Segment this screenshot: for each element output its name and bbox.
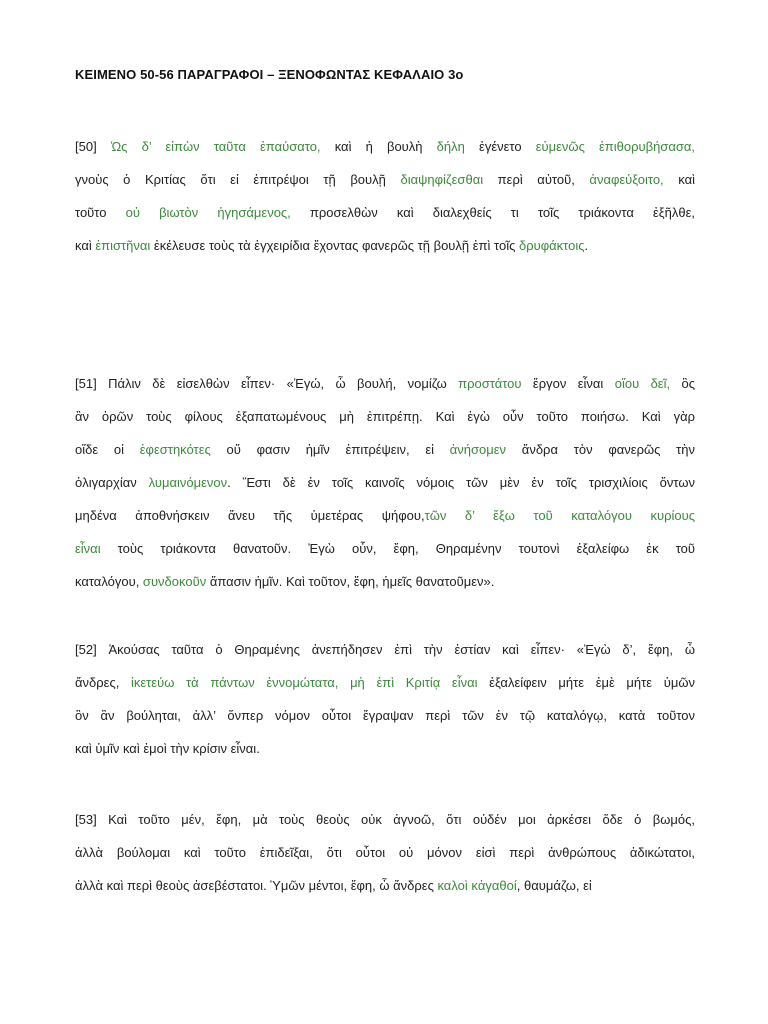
text-line <box>75 196 695 229</box>
paragraph-53 <box>75 803 695 902</box>
text-segment: [50] <box>75 139 111 154</box>
text-line <box>75 163 695 196</box>
text-line <box>75 130 695 163</box>
text-segment: [52] Ἀκούσας ταῦτα ὁ Θηραμένης ἀνεπήδησεν ἐπὶ τὴν ἑστίαν καὶ εἶπεν· «Ἐγὼ δ’, ἔφη, ὦ <box>75 642 695 657</box>
text-line <box>75 565 695 598</box>
highlighted-phrase: συνδοκοῦν <box>142 574 207 589</box>
text-line <box>75 433 695 466</box>
text-line <box>75 699 695 732</box>
text-segment: προσελθὼν καὶ διαλεχθείς τι τοῖς τριάκοντα ἐξῆλθε, <box>290 205 695 220</box>
text-segment: ὃν ἂν βούληται, ἀλλ’ ὅνπερ νόμον οὗτοι ἔγραψαν περὶ τῶν ἐν τῷ καταλόγῳ, κατὰ τοῦτον <box>75 708 695 723</box>
text-segment: οἵδε οἱ <box>75 442 140 457</box>
paragraph-52 <box>75 633 695 765</box>
text-line <box>75 499 695 532</box>
highlighted-phrase: εὐμενῶς ἐπιθορυβήσασα, <box>535 139 695 154</box>
text-segment: ἔργον εἶναι <box>521 376 615 391</box>
text-segment: ὀλιγαρχίαν <box>75 475 149 490</box>
text-line <box>75 836 695 869</box>
highlighted-phrase: εἶναι <box>75 541 101 556</box>
highlighted-phrase: ἐπιστῆναι <box>95 238 151 253</box>
highlighted-phrase: λυμαινόμενον <box>148 475 228 490</box>
text-line <box>75 367 695 400</box>
text-segment: ἐξαλείφειν μήτε ἐμὲ μήτε ὑμῶν <box>477 675 695 690</box>
text-segment: ἄνδρες, <box>75 675 131 690</box>
text-segment: . <box>584 238 589 253</box>
text-segment: . Ἔστι δὲ ἐν τοῖς καινοῖς νόμοις τῶν μὲν ἐν τοῖς τρισχιλίοις ὄντων <box>227 475 695 490</box>
text-segment: καὶ <box>663 172 695 187</box>
text-segment: καὶ ἡ βουλὴ <box>320 139 437 154</box>
text-line <box>75 869 695 902</box>
text-segment: ἂν ὁρῶν τοὺς φίλους ἐξαπατωμένους μὴ ἐπιτρέπῃ. Καὶ ἐγὼ οὖν τοῦτο ποιήσω. Καὶ γὰρ <box>75 409 695 424</box>
text-line <box>75 803 695 836</box>
text-segment: ἐγένετο <box>464 139 536 154</box>
text-line <box>75 466 695 499</box>
text-segment: καὶ ὑμῖν καὶ ἐμοὶ τὴν κρίσιν εἶναι. <box>75 741 260 756</box>
highlighted-phrase: δρυφάκτοις <box>518 238 585 253</box>
text-segment: καὶ <box>75 238 96 253</box>
highlighted-phrase: προστάτου <box>458 376 522 391</box>
text-line <box>75 666 695 699</box>
text-segment: τοῦτο <box>75 205 126 220</box>
highlighted-phrase: οἵου δεῖ, <box>614 376 671 391</box>
paragraph-51 <box>75 367 695 598</box>
paragraph-50 <box>75 130 695 262</box>
text-segment: ἀλλὰ βούλομαι καὶ τοῦτο ἐπιδεῖξαι, ὅτι οὗτοι οὐ μόνον εἰσὶ περὶ ἀνθρώπους ἀδικώτατοι, <box>75 845 695 860</box>
highlighted-phrase: ἀνήσομεν <box>449 442 507 457</box>
text-line <box>75 633 695 666</box>
highlighted-phrase: ἀναφεύξοιτο, <box>589 172 664 187</box>
text-segment: ἐκέλευσε τοὺς τὰ ἐγχειρίδια ἔχοντας φανερῶς τῇ βουλῇ ἐπὶ τοῖς <box>150 238 519 253</box>
text-segment: ἅπασιν ἡμῖν. Καὶ τοῦτον, ἔφη, ἡμεῖς θανατοῦμεν». <box>206 574 495 589</box>
text-segment: μηδένα ἀποθνήσκειν ἄνευ τῆς ὑμετέρας ψήφου, <box>75 508 425 523</box>
highlighted-phrase: οὐ βιωτὸν ἡγησάμενος, <box>125 205 291 220</box>
text-segment: ἄνδρα τὸν φανερῶς τὴν <box>506 442 695 457</box>
highlighted-phrase: διαψηφίζεσθαι <box>400 172 484 187</box>
text-line <box>75 732 695 765</box>
highlighted-phrase: καλοὶ κἀγαθοί <box>437 878 517 893</box>
text-segment: [53] Καὶ τοῦτο μέν, ἔφη, μὰ τοὺς θεοὺς οὐκ ἀγνοῶ, ὅτι οὐδέν μοι ἀρκέσει ὅδε ὁ βωμός, <box>75 812 695 827</box>
text-segment: ἀλλὰ καὶ περὶ θεοὺς ἀσεβέστατοι. Ὑμῶν μέντοι, ἔφη, ὦ ἄνδρες <box>75 878 438 893</box>
text-segment: οὔ φασιν ἡμῖν ἐπιτρέψειν, εἰ <box>210 442 450 457</box>
text-segment: γνοὺς ὁ Κριτίας ὅτι εἰ ἐπιτρέψοι τῇ βουλῇ <box>75 172 401 187</box>
text-segment: , θαυμάζω, εἰ <box>516 878 592 893</box>
text-segment: καταλόγου, <box>75 574 143 589</box>
text-line <box>75 400 695 433</box>
highlighted-phrase: ἐφεστηκότες <box>139 442 211 457</box>
highlighted-phrase: ἱκετεύω τὰ πάντων ἐννομώτατα, μὴ ἐπὶ Κριτίᾳ εἶναι <box>130 675 478 690</box>
highlighted-phrase: τῶν δ’ ἔξω τοῦ καταλόγου κυρίους <box>424 508 695 523</box>
document-title: ΚΕΙΜΕΝΟ 50-56 ΠΑΡΑΓΡΑΦΟΙ – ΞΕΝΟΦΩΝΤΑΣ ΚΕΦΑΛΑΙΟ 3ο <box>75 67 464 82</box>
text-line <box>75 229 695 262</box>
highlighted-phrase: δήλη <box>436 139 465 154</box>
highlighted-phrase: Ὡς δ’ εἰπὼν ταῦτα ἐπαύσατο, <box>110 139 321 154</box>
text-segment: [51] Πάλιν δὲ εἰσελθὼν εἶπεν· «Ἐγώ, ὦ βουλή, νομίζω <box>75 376 459 391</box>
text-segment: τοὺς τριάκοντα θανατοῦν. Ἐγὼ οὖν, ἔφη, Θηραμένην τουτονὶ ἐξαλείφω ἐκ τοῦ <box>100 541 695 556</box>
text-segment: ὃς <box>670 376 696 391</box>
text-line <box>75 532 695 565</box>
text-segment: περὶ αὐτοῦ, <box>483 172 590 187</box>
